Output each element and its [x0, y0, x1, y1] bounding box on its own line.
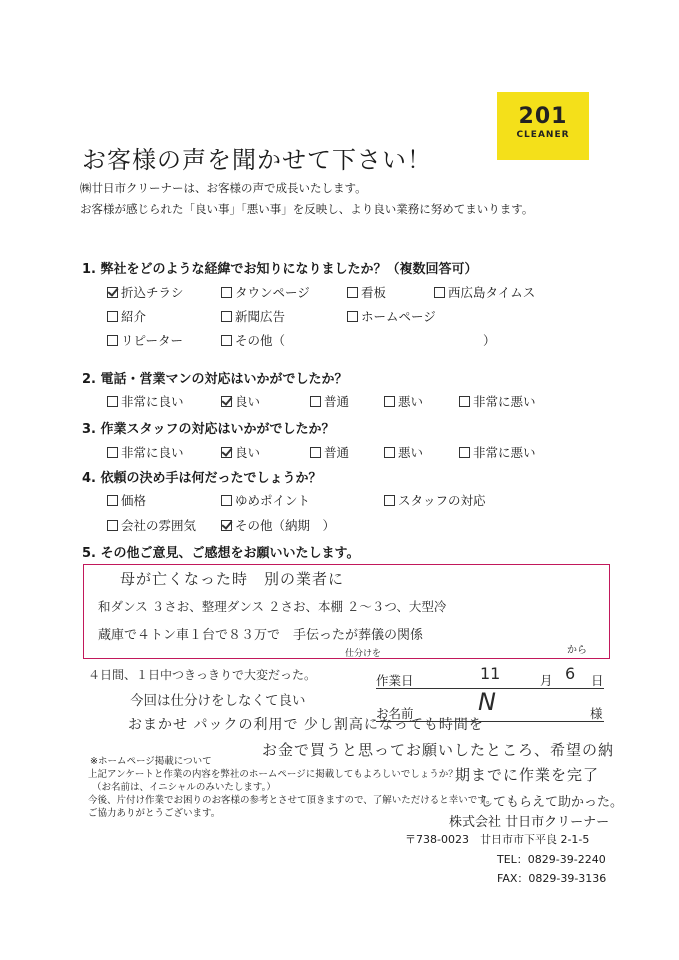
intro-line-2: お客様が感じられた「良い事」「悪い事」を反映し、より良い業務に努めてまいります。	[80, 202, 534, 216]
option-label: ゆめポイント	[235, 493, 311, 508]
checkbox[interactable]	[221, 495, 232, 506]
name-label: お名前	[376, 706, 414, 721]
workdate-day-unit: 日	[591, 673, 604, 688]
option-label: 非常に悪い	[473, 445, 536, 460]
checkbox[interactable]	[221, 287, 232, 298]
checkbox[interactable]	[107, 335, 118, 346]
option-label: 看板	[361, 285, 387, 300]
q2-option-bad[interactable]	[384, 392, 423, 410]
note-line-5: ご協力ありがとうございます。	[88, 808, 221, 819]
q1-option-repeater[interactable]	[107, 331, 183, 349]
checkbox[interactable]	[384, 396, 395, 407]
checkbox[interactable]	[347, 311, 358, 322]
question-2: 2. 電話・営業マンの対応はいかがでしたか？	[82, 372, 348, 387]
option-label: 普通	[324, 445, 350, 460]
checkbox[interactable]	[107, 520, 118, 531]
checkbox[interactable]	[434, 287, 445, 298]
q4-option-other[interactable]	[221, 516, 335, 534]
option-label: 紹介	[121, 309, 147, 324]
q3-option-very-bad[interactable]	[459, 443, 536, 461]
checkbox[interactable]	[310, 447, 321, 458]
company-fax: FAX：0829-39-3136	[497, 872, 607, 885]
q4-option-price[interactable]	[107, 491, 146, 509]
company-name: 株式会社 廿日市クリーナー	[449, 815, 610, 830]
checkbox-checked[interactable]	[221, 396, 232, 407]
q1-option-homepage[interactable]	[347, 307, 436, 325]
checkbox[interactable]	[384, 447, 395, 458]
company-address: 〒738-0023 廿日市市下平良 2-1-5	[405, 833, 590, 846]
workdate-month: 11	[480, 664, 501, 683]
option-label: 価格	[121, 493, 147, 508]
option-label: 折込チラシ	[121, 285, 184, 300]
q3-option-normal[interactable]	[310, 443, 349, 461]
comment-line-2: 和ダンス ３さお、整理ダンス ２さお、本棚 ２〜３つ、大型冷	[98, 599, 447, 614]
q2-option-very-bad[interactable]	[459, 392, 536, 410]
company-tel: TEL：0829-39-2240	[497, 853, 606, 866]
comment-line-6: おまかせ パックの利用で 少し割高になっても時間を	[128, 717, 484, 733]
option-label: 良い	[235, 394, 261, 409]
q1-option-times[interactable]	[434, 283, 535, 301]
checkbox-checked[interactable]	[107, 287, 118, 298]
note-line-4: 今後、片付け作業でお困りのお客様の参考とさせて頂きますので、了解いただけると幸いです。	[88, 795, 496, 806]
checkbox-checked[interactable]	[221, 520, 232, 531]
workdate-label: 作業日	[376, 673, 414, 688]
option-label: スタッフの対応	[398, 493, 486, 508]
intro-line-1: ㈱廿日市クリーナーは、お客様の声で成長いたします。	[80, 181, 367, 195]
comment-line-7: お金で買うと思ってお願いしたところ、希望の納	[262, 741, 615, 759]
workdate-day: 6	[565, 664, 576, 683]
checkbox[interactable]	[384, 495, 395, 506]
option-label: 会社の雰囲気	[121, 518, 197, 533]
checkbox[interactable]	[107, 447, 118, 458]
checkbox-checked[interactable]	[221, 447, 232, 458]
option-label: 良い	[235, 445, 261, 460]
comment-line-1: 母が亡くなった時 別の業者に	[120, 570, 345, 588]
workdate-month-unit: 月	[540, 673, 553, 688]
checkbox[interactable]	[310, 396, 321, 407]
note-line-1: ※ホームページ掲載について	[90, 756, 212, 767]
comment-line-3-small: 仕分けを	[345, 649, 382, 659]
q4-option-staff[interactable]	[384, 491, 486, 509]
page-title: お客様の声を聞かせて下さい！	[82, 146, 432, 174]
checkbox[interactable]	[107, 396, 118, 407]
comment-line-9: してもらえて助かった。	[480, 795, 624, 810]
checkbox[interactable]	[347, 287, 358, 298]
checkbox[interactable]	[221, 335, 232, 346]
option-label: 非常に悪い	[473, 394, 536, 409]
q3-option-bad[interactable]	[384, 443, 423, 461]
option-label: 普通	[324, 394, 350, 409]
option-label: その他（納期 ）	[235, 518, 336, 533]
question-4: 4. 依頼の決め手は何だったでしょうか？	[82, 471, 322, 486]
checkbox[interactable]	[459, 447, 470, 458]
checkbox[interactable]	[221, 311, 232, 322]
option-label: リピーター	[121, 333, 184, 348]
q1-other-close: ）	[483, 333, 496, 348]
checkbox[interactable]	[107, 311, 118, 322]
question-5: 5. その他ご意見、ご感想をお願いいたします。	[82, 546, 360, 561]
question-1: 1. 弊社をどのような経緯でお知りになりましたか？（複数回答可）	[82, 262, 478, 277]
q3-option-good[interactable]	[221, 443, 260, 461]
logo-text: CLEANER	[516, 130, 570, 140]
q3-option-very-good[interactable]	[107, 443, 184, 461]
checkbox[interactable]	[107, 495, 118, 506]
option-label: 悪い	[398, 394, 424, 409]
option-label: ホームページ	[361, 309, 436, 324]
q1-option-townpage[interactable]	[221, 283, 310, 301]
comment-line-3: 蔵庫で４トン車１台で８３万で 手伝ったが葬儀の関係	[98, 628, 424, 643]
option-label: 悪い	[398, 445, 424, 460]
option-label: その他（	[235, 333, 286, 348]
q2-option-very-good[interactable]	[107, 392, 184, 410]
q1-option-flyer[interactable]	[107, 283, 184, 301]
name-underline	[376, 721, 604, 722]
q1-option-newspaper[interactable]	[221, 307, 285, 325]
option-label: 非常に良い	[121, 394, 184, 409]
comment-line-8: 期までに作業を完了	[455, 766, 600, 784]
q1-option-other[interactable]	[221, 331, 285, 349]
question-3: 3. 作業スタッフの対応はいかがでしたか？	[82, 422, 335, 437]
logo-number: 201	[518, 104, 568, 129]
checkbox[interactable]	[459, 396, 470, 407]
option-label: 非常に良い	[121, 445, 184, 460]
note-line-3: （お名前は、イニシャルのみいたします。）	[92, 782, 276, 793]
q1-option-referral[interactable]	[107, 307, 146, 325]
q2-option-good[interactable]	[221, 392, 260, 410]
q4-option-atmosphere[interactable]	[107, 516, 196, 534]
option-label: 新聞広告	[235, 309, 286, 324]
name-suffix: 様	[590, 706, 603, 721]
comment-line-3-tail: から	[567, 645, 587, 656]
note-line-2: 上記アンケートと作業の内容を弊社のホームページに掲載してもよろしいでしょうか？	[88, 769, 458, 780]
name-value: N	[478, 688, 496, 716]
option-label: タウンページ	[235, 285, 310, 300]
company-logo	[497, 92, 589, 160]
q2-option-normal[interactable]	[310, 392, 349, 410]
comment-line-4: ４日間、１日中つきっきりで大変だった。	[88, 668, 317, 682]
option-label: 西広島タイムス	[448, 285, 536, 300]
q4-option-yume-point[interactable]	[221, 491, 310, 509]
comment-line-5: 今回は仕分けをしなくて良い	[130, 693, 306, 709]
q1-option-signboard[interactable]	[347, 283, 386, 301]
